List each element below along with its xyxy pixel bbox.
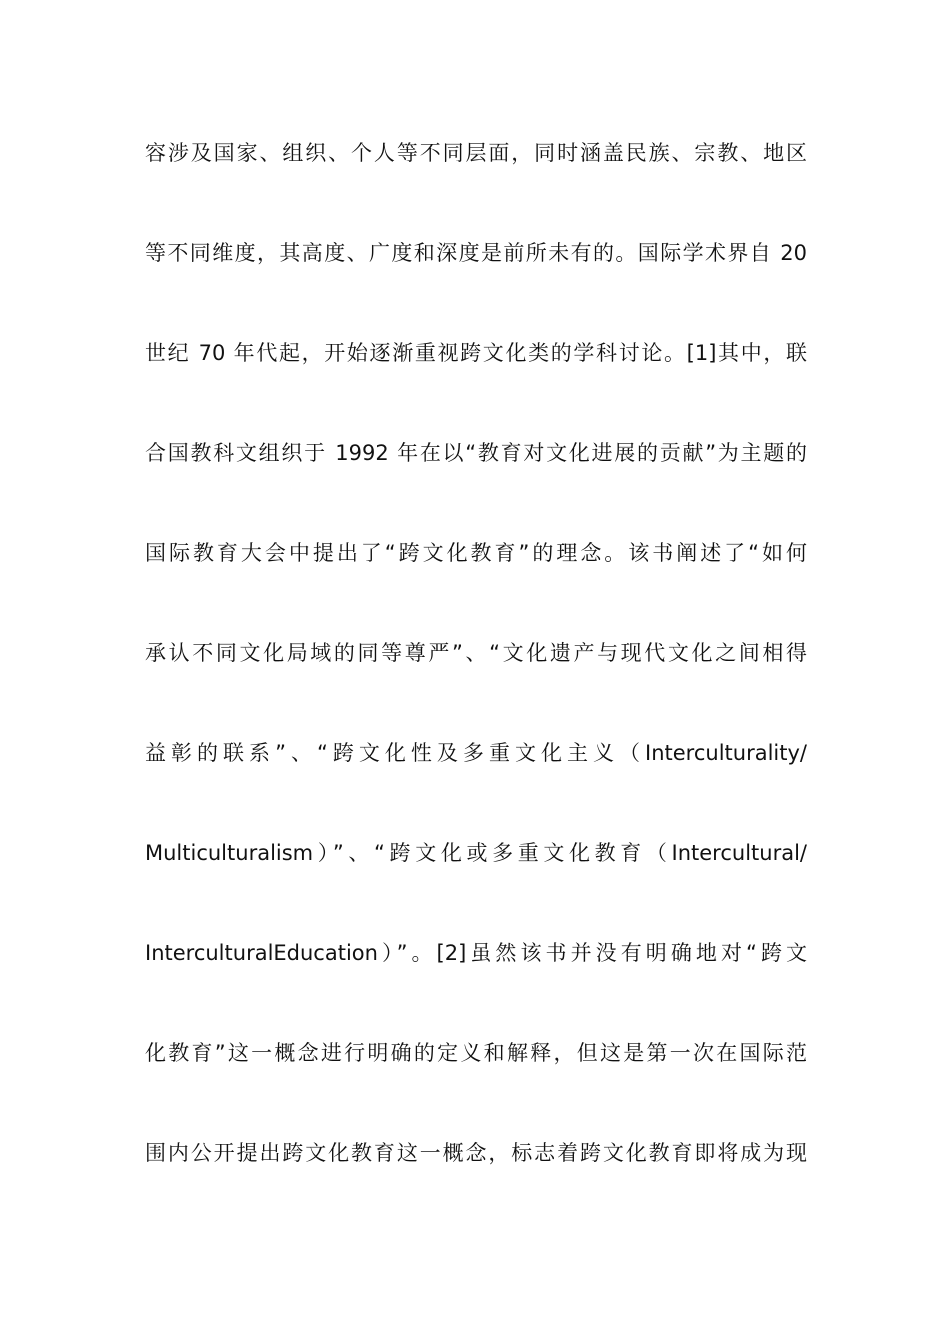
body-text: [145, 128, 807, 1228]
text-line-6: 承认不同文化局域的同等尊严”、“文化遗产与现代文化之间相得: [145, 641, 807, 665]
text-line-1: 容涉及国家、组织、个人等不同层面，同时涵盖民族、宗教、地区: [145, 141, 807, 165]
text-line-10: 化教育”这一概念进行明确的定义和解释，但这是第一次在国际范: [145, 1041, 807, 1065]
text-line-4: 合国教科文组织于 1992 年在以“教育对文化进展的贡献”为主题的: [145, 441, 807, 465]
text-line-3: 世纪 70 年代起，开始逐渐重视跨文化类的学科讨论。[1]其中，联: [145, 341, 807, 365]
text-line-5: 国际教育大会中提出了“跨文化教育”的理念。该书阐述了“如何: [145, 541, 807, 565]
text-line-2: 等不同维度，其高度、广度和深度是前所未有的。国际学术界自 20: [145, 241, 807, 265]
text-line-9: InterculturalEducation）”。[2]虽然该书并没有明确地对“跨文: [145, 941, 807, 965]
text-line-11: 围内公开提出跨文化教育这一概念，标志着跨文化教育即将成为现: [145, 1141, 807, 1165]
text-line-7: 益彰的联系”、“跨文化性及多重文化主义（Interculturality/: [145, 741, 807, 765]
text-line-8: Multiculturalism）”、“跨文化或多重文化教育（Intercultural/: [145, 841, 807, 865]
